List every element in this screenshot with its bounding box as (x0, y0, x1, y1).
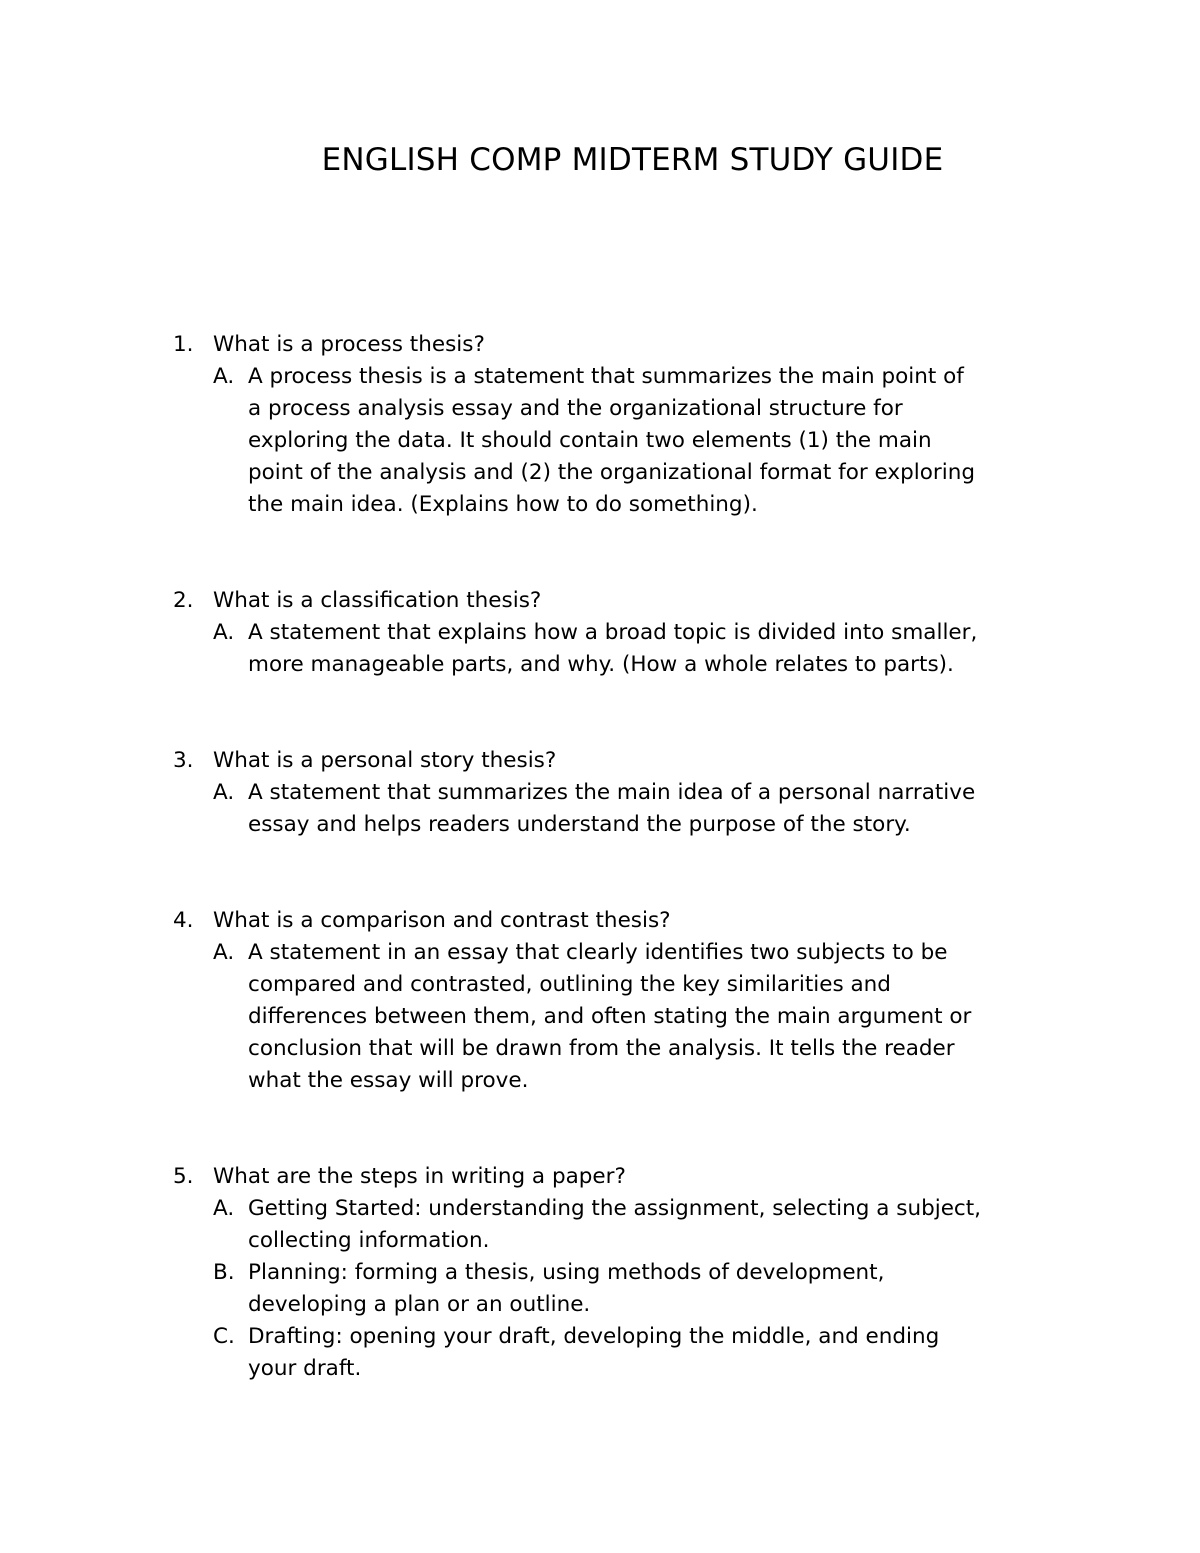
question-block (173, 329, 1073, 521)
answer-list (173, 937, 1073, 1097)
answer-letter: A. (213, 1196, 235, 1221)
question-text: What is a comparison and contrast thesis? (213, 908, 671, 933)
answer-text: A statement that explains how a broad topic is divided into smaller, more manageable parts, and why. (How a whole relates to parts). (248, 620, 978, 677)
question-item (173, 745, 1073, 777)
question-item (173, 585, 1073, 617)
answer-item (173, 1321, 983, 1385)
answer-letter: C. (213, 1324, 235, 1349)
question-number: 5. (173, 1164, 194, 1189)
question-text: What are the steps in writing a paper? (213, 1164, 626, 1189)
question-list (173, 329, 1073, 1385)
question-block (173, 905, 1073, 1097)
answer-text: Drafting: opening your draft, developing the middle, and ending your draft. (248, 1324, 940, 1381)
page-title: ENGLISH COMP MIDTERM STUDY GUIDE (321, 142, 944, 178)
question-block (173, 585, 1073, 681)
question-number: 1. (173, 332, 194, 357)
answer-text: A statement that summarizes the main idea of a personal narrative essay and helps readers understand the purpose of the story. (248, 780, 976, 837)
question-number: 3. (173, 748, 194, 773)
question-block (173, 1161, 1073, 1385)
answer-item (173, 1257, 983, 1321)
question-item (173, 905, 1073, 937)
answer-letter: A. (213, 940, 235, 965)
spacer (173, 681, 1073, 745)
answer-item (173, 1193, 983, 1257)
answer-letter: A. (213, 364, 235, 389)
answer-item (173, 937, 983, 1097)
question-item (173, 329, 1073, 361)
answer-text: A process thesis is a statement that summarizes the main point of a process analysis essay and the organizational structure for exploring the data. It should contain two elements (1) the main point of the analysis and (2) the organizational format for exploring the main idea. (Explains how to do something). (248, 364, 975, 517)
answer-item (173, 361, 983, 521)
question-item (173, 1161, 1073, 1193)
question-text: What is a process thesis? (213, 332, 485, 357)
answer-letter: B. (213, 1260, 235, 1285)
question-text: What is a classification thesis? (213, 588, 542, 613)
answer-list (173, 617, 1073, 681)
question-number: 4. (173, 908, 194, 933)
answer-letter: A. (213, 620, 235, 645)
question-number: 2. (173, 588, 194, 613)
answer-item (173, 617, 983, 681)
question-block (173, 745, 1073, 841)
answer-list (173, 777, 1073, 841)
answer-text: A statement in an essay that clearly identifies two subjects to be compared and contrasted, outlining the key similarities and differences between them, and often stating the main argument or conclusion that will be drawn from the analysis. It tells the reader what the essay will prove. (248, 940, 972, 1093)
answer-list (173, 1193, 1073, 1385)
answer-letter: A. (213, 780, 235, 805)
question-text: What is a personal story thesis? (213, 748, 557, 773)
spacer (173, 841, 1073, 905)
spacer (173, 521, 1073, 585)
answer-list (173, 361, 1073, 521)
spacer (173, 1097, 1073, 1161)
answer-text: Getting Started: understanding the assignment, selecting a subject, collecting information. (248, 1196, 982, 1253)
answer-item (173, 777, 983, 841)
answer-text: Planning: forming a thesis, using methods of development, developing a plan or an outline. (248, 1260, 885, 1317)
